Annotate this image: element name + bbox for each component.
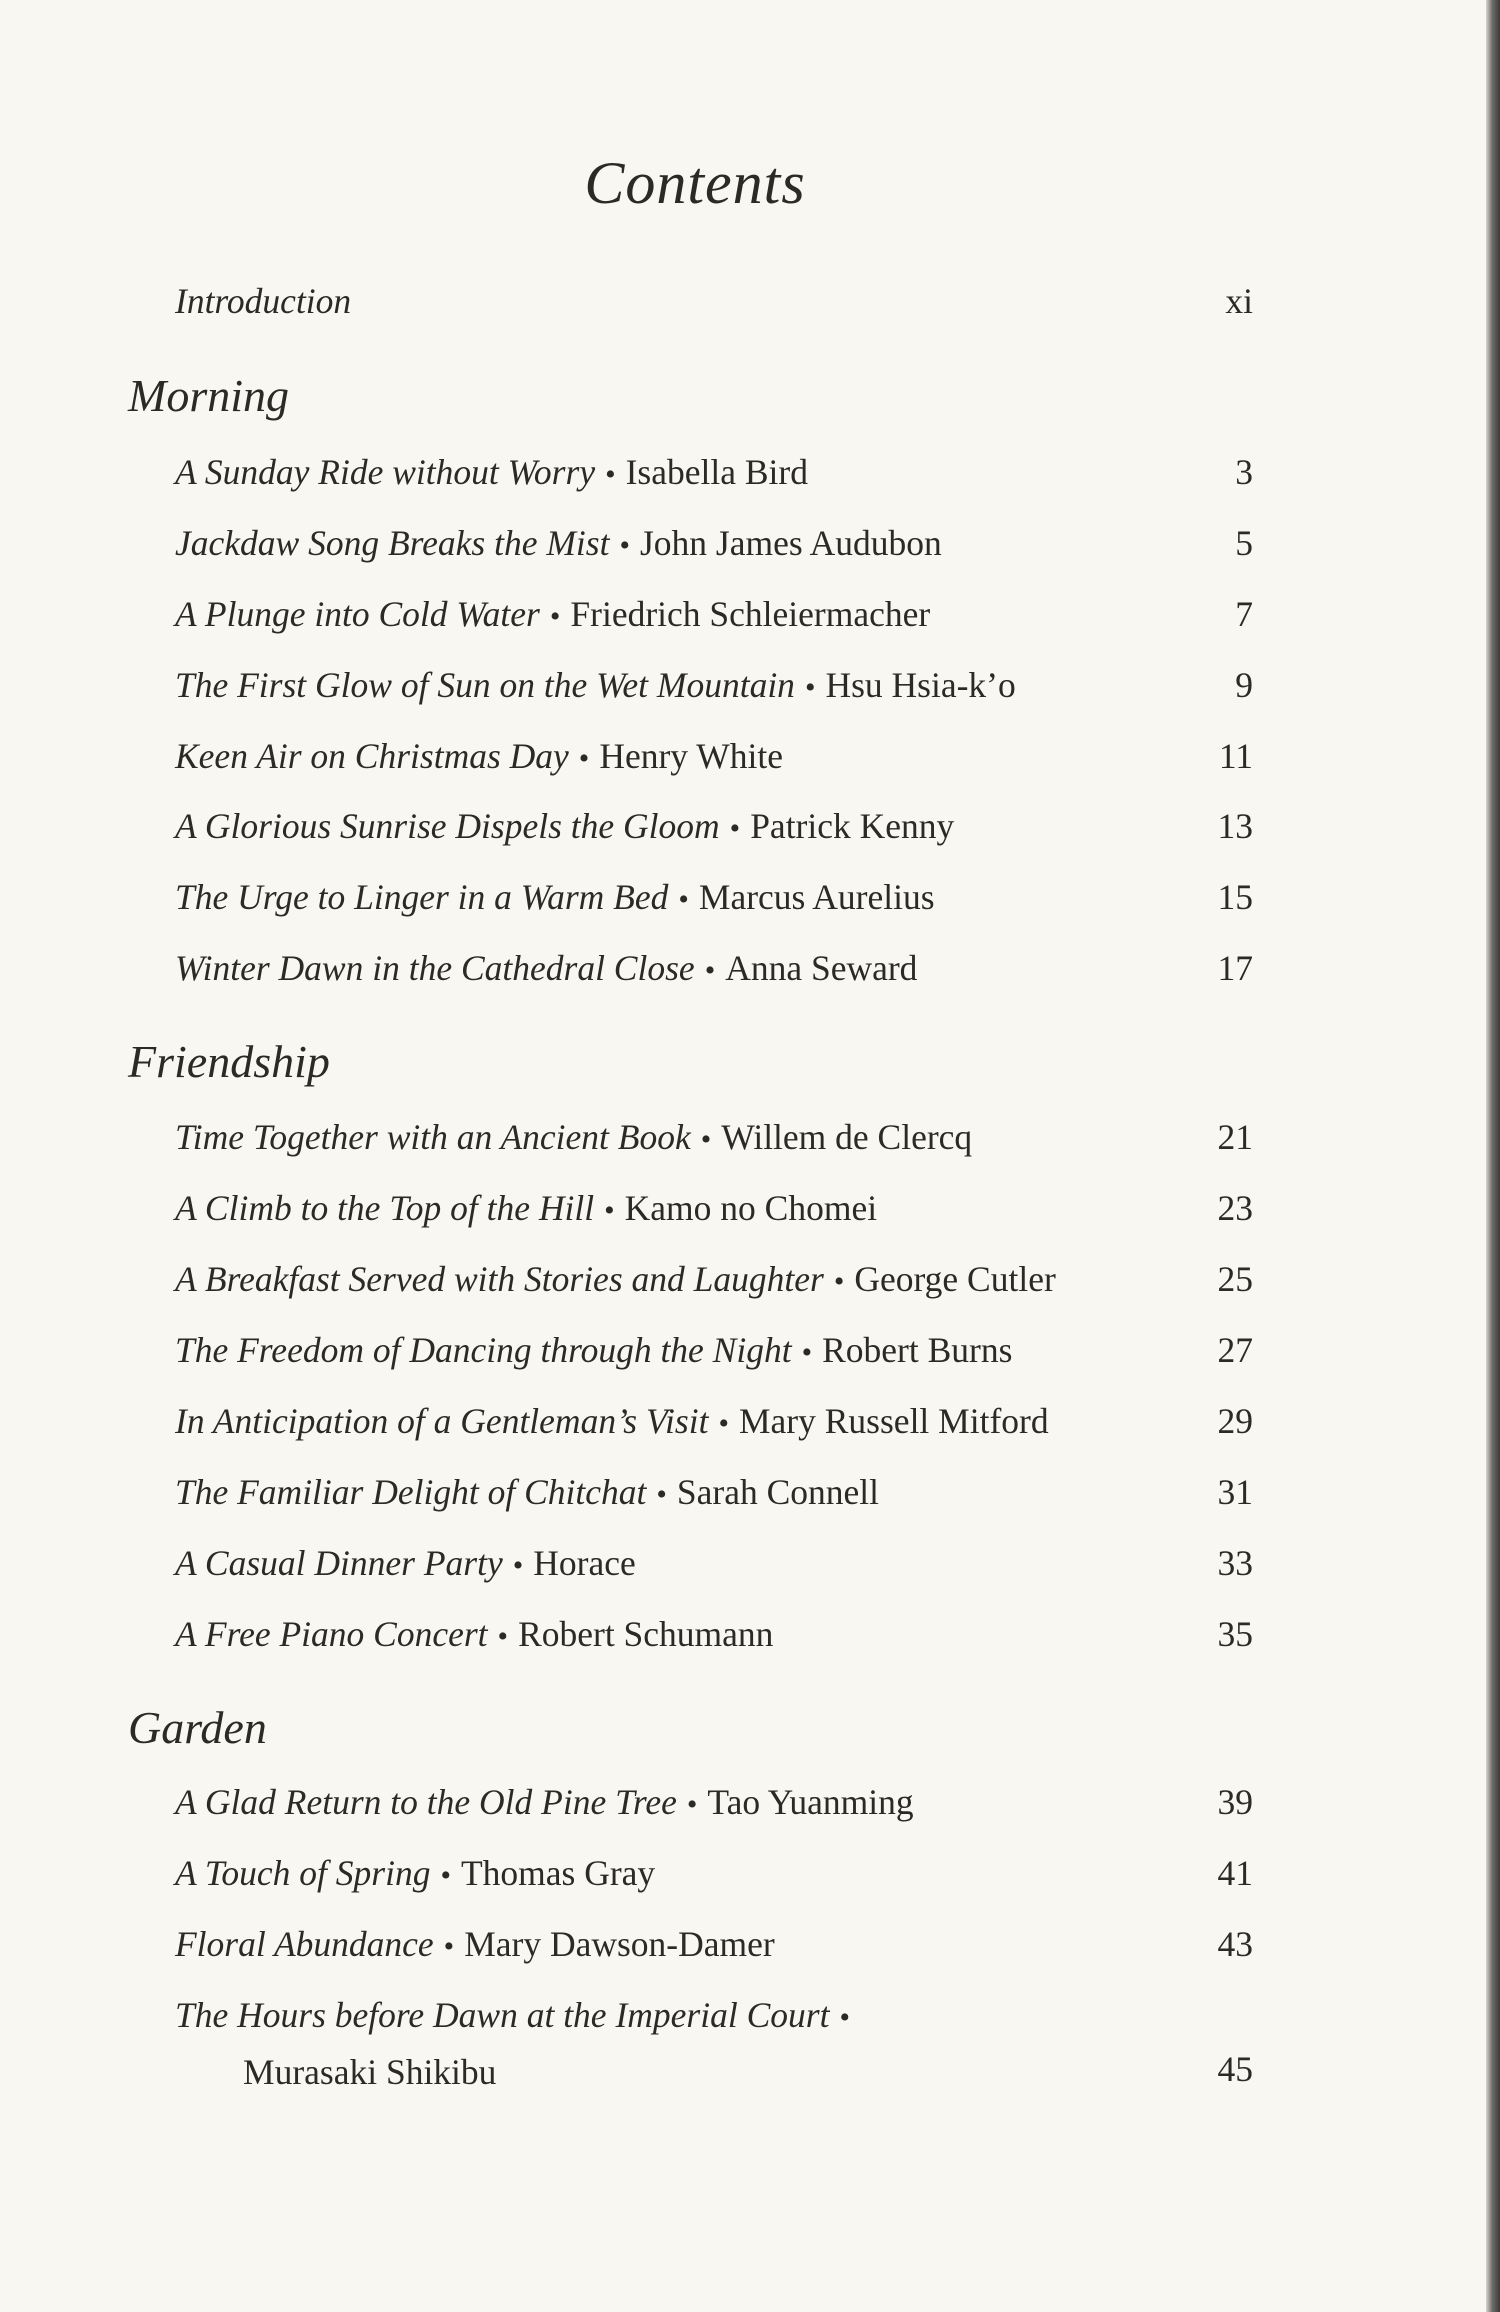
separator-dot: • (801, 1336, 813, 1369)
entry-page-number: 31 (1217, 1472, 1253, 1512)
entry-page-number: 11 (1218, 736, 1253, 776)
separator-dot: • (578, 742, 590, 775)
entry-page-number: 35 (1217, 1614, 1253, 1654)
toc-entry[interactable] (175, 1612, 1253, 1659)
entry-author: George Cutler (854, 1259, 1056, 1299)
entry-page-number: 29 (1217, 1401, 1253, 1441)
entry-author: Tao Yuanming (707, 1782, 914, 1822)
entry-author: Mary Dawson-Damer (464, 1924, 775, 1964)
toc-entry[interactable] (175, 1399, 1253, 1446)
toc-entry[interactable] (175, 592, 1253, 639)
toc-entry[interactable] (175, 1780, 1253, 1827)
toc-entry[interactable] (175, 1993, 1253, 2094)
entry-page-number: 27 (1217, 1330, 1253, 1370)
entry-piece-title: A Plunge into Cold Water (175, 594, 540, 634)
separator-dot: • (833, 1265, 845, 1298)
toc-entry[interactable] (175, 1851, 1253, 1898)
entry-piece-title: The Urge to Linger in a Warm Bed (175, 877, 669, 917)
separator-dot: • (704, 954, 716, 987)
separator-dot: • (718, 1407, 729, 1440)
entry-page-number: 23 (1217, 1188, 1253, 1228)
introduction-page: xi (1225, 281, 1253, 321)
entry-piece-title: Jackdaw Song Breaks the Mist (175, 523, 610, 563)
separator-dot: • (512, 1549, 524, 1582)
entry-page-number: 7 (1235, 594, 1253, 634)
entry-author: Willem de Clercq (721, 1117, 973, 1157)
entry-piece-title: A Climb to the Top of the Hill (175, 1188, 595, 1228)
entry-author: Patrick Kenny (750, 806, 955, 846)
entry-piece-title: The Freedom of Dancing through the Night (175, 1330, 792, 1370)
toc-entry[interactable] (175, 1541, 1253, 1588)
toc-entry[interactable] (175, 1257, 1253, 1304)
entry-piece-title: A Touch of Spring (175, 1853, 431, 1893)
entry-author: Henry White (599, 736, 784, 776)
separator-dot: • (443, 1930, 455, 1963)
entry-author: Kamo no Chomei (624, 1188, 878, 1228)
separator-dot: • (619, 529, 630, 562)
entry-author: Robert Schumann (518, 1614, 774, 1654)
toc-entry[interactable] (175, 875, 1253, 922)
separator-dot: • (549, 600, 561, 633)
entry-piece-title: A Casual Dinner Party (175, 1543, 503, 1583)
entry-page-number: 45 (1217, 2049, 1253, 2089)
toc-entry[interactable] (175, 663, 1253, 710)
page-title: Contents (584, 150, 806, 216)
entry-author: Marcus Aurelius (698, 877, 935, 917)
separator-dot: • (497, 1620, 509, 1653)
entry-author: Anna Seward (725, 948, 918, 988)
entry-page-number: 5 (1235, 523, 1253, 563)
entry-piece-title: Winter Dawn in the Cathedral Close (175, 948, 695, 988)
entry-author: Isabella Bird (625, 452, 808, 492)
separator-dot: • (729, 812, 741, 845)
toc-entry[interactable] (175, 804, 1253, 851)
toc-entry[interactable] (175, 1470, 1253, 1517)
entry-page-number: 39 (1217, 1782, 1253, 1822)
entry-author: Robert Burns (822, 1330, 1013, 1370)
entry-author: Friedrich Schleiermacher (570, 594, 931, 634)
entry-page-number: 17 (1217, 948, 1253, 988)
entry-page-number: 25 (1217, 1259, 1253, 1299)
separator-dot: • (678, 883, 689, 916)
separator-dot: • (839, 2001, 850, 2034)
entry-piece-title: A Breakfast Served with Stories and Laughter (175, 1259, 824, 1299)
entry-author: Sarah Connell (676, 1472, 879, 1512)
section-heading-friendship: Friendship (128, 1036, 330, 1087)
entry-piece-title: A Sunday Ride without Worry (175, 452, 596, 492)
entry-page-number: 13 (1217, 806, 1253, 846)
entry-page-number: 21 (1217, 1117, 1253, 1157)
separator-dot: • (686, 1788, 698, 1821)
separator-dot: • (605, 458, 616, 491)
entry-piece-title: In Anticipation of a Gentleman’s Visit (175, 1401, 709, 1441)
entry-page-number: 3 (1235, 452, 1253, 492)
toc-entry[interactable] (175, 1328, 1253, 1375)
entry-page-number: 9 (1235, 665, 1253, 705)
entry-page-number: 15 (1217, 877, 1253, 917)
entry-piece-title: The Familiar Delight of Chitchat (175, 1472, 647, 1512)
entry-piece-title: Keen Air on Christmas Day (175, 736, 569, 776)
introduction-label: Introduction (175, 281, 352, 321)
entry-author: John James Audubon (639, 523, 942, 563)
entry-author: Murasaki Shikibu (243, 2052, 497, 2092)
entry-author: Horace (533, 1543, 636, 1583)
toc-entry-introduction[interactable] (175, 279, 1253, 323)
entry-piece-title: A Glad Return to the Old Pine Tree (175, 1782, 677, 1822)
page-edge (1486, 0, 1500, 2312)
entry-piece-title: Floral Abundance (175, 1924, 434, 1964)
separator-dot: • (440, 1859, 451, 1892)
toc-entry[interactable] (175, 521, 1253, 568)
toc-entry[interactable] (175, 1115, 1253, 1162)
section-heading-garden: Garden (128, 1702, 267, 1753)
entry-piece-title: A Glorious Sunrise Dispels the Gloom (175, 806, 720, 846)
entry-author: Thomas Gray (460, 1853, 656, 1893)
separator-dot: • (604, 1194, 615, 1227)
toc-entry[interactable] (175, 450, 1253, 497)
entry-piece-title: The First Glow of Sun on the Wet Mountain (175, 665, 795, 705)
entry-piece-title: The Hours before Dawn at the Imperial Court (175, 1995, 830, 2035)
toc-entry[interactable] (175, 734, 1253, 781)
separator-dot: • (656, 1478, 667, 1511)
toc-entry[interactable] (175, 946, 1253, 993)
toc-entry[interactable] (175, 1922, 1253, 1969)
entry-page-number: 43 (1217, 1924, 1253, 1964)
separator-dot: • (700, 1123, 712, 1156)
separator-dot: • (804, 671, 816, 704)
entry-author: Hsu Hsia-k’o (825, 665, 1016, 705)
entry-author: Mary Russell Mitford (738, 1401, 1049, 1441)
toc-entry[interactable] (175, 1186, 1253, 1233)
entry-piece-title: A Free Piano Concert (175, 1614, 488, 1654)
entry-page-number: 41 (1217, 1853, 1253, 1893)
entry-page-number: 33 (1217, 1543, 1253, 1583)
entry-piece-title: Time Together with an Ancient Book (175, 1117, 691, 1157)
section-heading-morning: Morning (128, 370, 289, 421)
